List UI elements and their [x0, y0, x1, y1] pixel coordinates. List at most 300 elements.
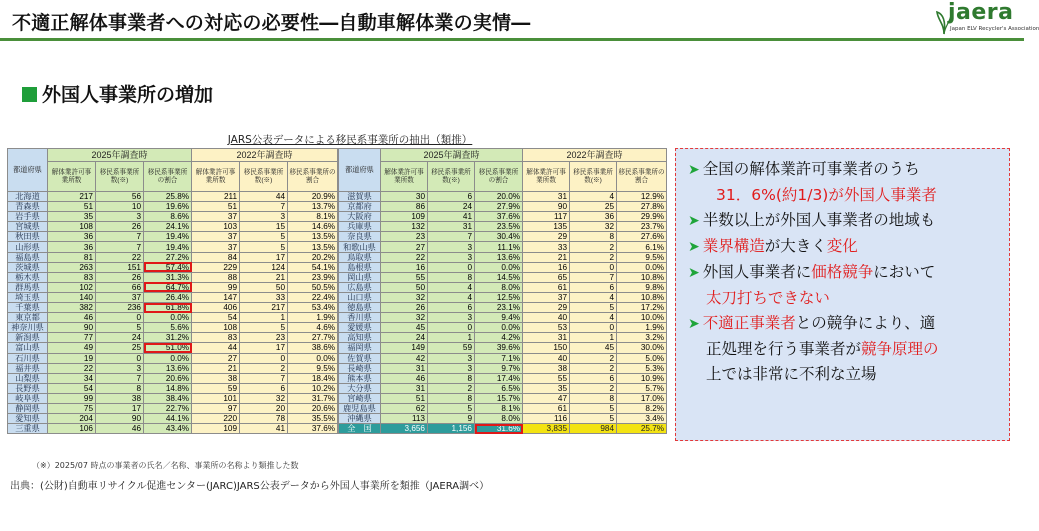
permits-2025-cell: 50 [381, 282, 428, 292]
immigrant-2022-cell: 5 [240, 323, 288, 333]
pref-cell: 和歌山県 [339, 242, 381, 252]
ratio-2022-cell: 10.9% [617, 373, 667, 383]
immigrant-2025-cell: 38 [96, 393, 144, 403]
permits-2022-cell: 90 [523, 202, 570, 212]
ratio-2022-cell: 20.6% [288, 403, 338, 413]
ratio-2025-cell: 61.8% [144, 303, 192, 313]
immigrant-2022-cell: 6 [570, 282, 617, 292]
pref-cell: 沖縄県 [339, 414, 381, 424]
table-row [8, 232, 338, 242]
ratio-2022-cell: 8.2% [617, 403, 667, 413]
permits-2025-cell: 45 [381, 323, 428, 333]
permits-2025-cell: 113 [381, 414, 428, 424]
table-row [339, 282, 667, 292]
permits-2025-cell: 106 [48, 424, 96, 434]
immigrant-2025-cell: 59 [428, 343, 475, 353]
immigrant-2022-cell: 2 [570, 383, 617, 393]
permits-2025-cell: 217 [48, 192, 96, 202]
ratio-2022-cell: 20.9% [288, 192, 338, 202]
immigrant-2025-cell: 25 [96, 343, 144, 353]
permits-2025-cell: 55 [381, 272, 428, 282]
permits-2025-cell: 102 [48, 282, 96, 292]
summary-point [688, 234, 1001, 260]
permits-2025-cell: 108 [48, 222, 96, 232]
pref-cell: 山梨県 [8, 373, 48, 383]
pref-cell: 広島県 [339, 282, 381, 292]
pref-cell: 埼玉県 [8, 292, 48, 302]
immigrant-2022-cell: 17 [240, 343, 288, 353]
pref-cell: 山口県 [339, 292, 381, 302]
left-data-table [7, 148, 338, 434]
ratio-2025-cell: 23.5% [475, 222, 523, 232]
immigrant-2025-cell: 26 [96, 222, 144, 232]
ratio-2025-cell: 8.0% [475, 282, 523, 292]
immigrant-2022-cell: 15 [240, 222, 288, 232]
immigrant-2025-cell: 5 [428, 403, 475, 413]
table-row [8, 424, 338, 434]
summary-highlight: 競争原理の [861, 340, 939, 358]
table-row [339, 252, 667, 262]
table-row [339, 192, 667, 202]
table-row [339, 303, 667, 313]
immigrant-2025-cell: 7 [428, 232, 475, 242]
table-row [339, 232, 667, 242]
ratio-2022-cell: 54.1% [288, 262, 338, 272]
table-row [8, 333, 338, 343]
summary-text: 全国の解体業許可事業者のうち [702, 160, 920, 178]
ratio-2022-cell: 5.7% [617, 383, 667, 393]
permits-2022-cell: 27 [192, 353, 240, 363]
ratio-2025-cell: 30.4% [475, 232, 523, 242]
ratio-2022-cell: 23.9% [288, 272, 338, 282]
footnote: （※）2025/07 時点の事業者の氏名／名称、事業所の名称より類推した数 [32, 461, 299, 470]
table-row [8, 403, 338, 413]
ratio-2025-cell: 64.7% [144, 282, 192, 292]
table-row [339, 343, 667, 353]
permits-2022-cell: 51 [192, 202, 240, 212]
permits-2025-cell: 75 [48, 403, 96, 413]
immigrant-2022-cell: 25 [570, 202, 617, 212]
pref-cell: 奈良県 [339, 232, 381, 242]
permits-2025-cell: 19 [48, 353, 96, 363]
ratio-2025-cell: 19.6% [144, 202, 192, 212]
pref-cell: 東京都 [8, 313, 48, 323]
permits-2025-cell: 31 [381, 383, 428, 393]
summary-highlight: 太刀打ちできない [706, 289, 830, 307]
immigrant-2025-cell: 31 [428, 222, 475, 232]
pref-cell: 秋田県 [8, 232, 48, 242]
ratio-2025-cell: 5.6% [144, 323, 192, 333]
ratio-2025-cell: 11.1% [475, 242, 523, 252]
permits-2022-cell: 37 [192, 232, 240, 242]
ratio-2025-cell: 13.6% [144, 363, 192, 373]
permits-2025-cell: 46 [48, 313, 96, 323]
pref-cell: 愛媛県 [339, 323, 381, 333]
table-row [8, 212, 338, 222]
permits-2022-cell: 109 [192, 424, 240, 434]
summary-point-continued [688, 286, 1001, 311]
ratio-2025-cell: 14.8% [144, 383, 192, 393]
table-row [339, 414, 667, 424]
immigrant-2022-cell: 124 [240, 262, 288, 272]
ratio-2022-cell: 30.0% [617, 343, 667, 353]
pref-cell: 福島県 [8, 252, 48, 262]
immigrant-2025-cell: 56 [96, 192, 144, 202]
immigrant-2022-cell: 6 [240, 383, 288, 393]
immigrant-2025-cell: 0 [96, 313, 144, 323]
ratio-2025-cell: 43.4% [144, 424, 192, 434]
ratio-2022-cell: 0.0% [617, 262, 667, 272]
immigrant-2025-cell: 6 [428, 303, 475, 313]
immigrant-2025-cell: 3 [428, 363, 475, 373]
ratio-2022-cell: 50.5% [288, 282, 338, 292]
immigrant-2025-cell: 7 [96, 232, 144, 242]
immigrant-2022-cell: 0 [240, 353, 288, 363]
permits-2022-cell: 99 [192, 282, 240, 292]
immigrant-2022-cell: 2 [570, 252, 617, 262]
permits-2022-cell: 44 [192, 343, 240, 353]
summary-text: 半数以上が外国人事業者の地域も [702, 211, 936, 229]
pref-cell: 長崎県 [339, 363, 381, 373]
immigrant-2025-cell: 46 [96, 424, 144, 434]
ratio-2022-cell: 27.6% [617, 232, 667, 242]
ratio-2025-cell: 17.4% [475, 373, 523, 383]
immigrant-2025-cell: 151 [96, 262, 144, 272]
table-row [8, 202, 338, 212]
permits-2025-cell: 382 [48, 303, 96, 313]
permits-2022-cell: 61 [523, 282, 570, 292]
immigrant-2025-cell: 3 [428, 242, 475, 252]
permits-2025-cell: 16 [381, 262, 428, 272]
group-header-2022: 2022年調査時 [192, 149, 338, 162]
pref-cell: 鳥取県 [339, 252, 381, 262]
ratio-2025-cell: 12.5% [475, 292, 523, 302]
immigrant-2022-cell: 5 [570, 414, 617, 424]
pref-cell: 茨城県 [8, 262, 48, 272]
immigrant-2025-cell: 8 [96, 383, 144, 393]
group-header-2025: 2025年調査時 [381, 149, 523, 162]
immigrant-2022-cell: 5 [240, 242, 288, 252]
ratio-2022-cell: 13.5% [288, 242, 338, 252]
ratio-2025-cell: 0.0% [475, 323, 523, 333]
pref-cell: 熊本県 [339, 373, 381, 383]
ratio-2025-cell: 13.6% [475, 252, 523, 262]
immigrant-2022-cell: 21 [240, 272, 288, 282]
permits-2022-cell: 406 [192, 303, 240, 313]
permits-2025-cell: 46 [381, 373, 428, 383]
ratio-2022-cell: 27.7% [288, 333, 338, 343]
pref-cell: 香川県 [339, 313, 381, 323]
permits-2022-cell: 21 [192, 363, 240, 373]
summary-point [688, 311, 1001, 337]
summary-text: 上では非常に不利な立場 [706, 365, 877, 383]
ratio-2025-cell: 22.7% [144, 403, 192, 413]
permits-2025-cell: 140 [48, 292, 96, 302]
permits-2025-cell: 31 [381, 363, 428, 373]
ratio-2025-cell: 8.1% [475, 403, 523, 413]
square-bullet-icon [22, 87, 37, 102]
permits-2025-cell: 62 [381, 403, 428, 413]
permits-2025-cell: 54 [48, 383, 96, 393]
table-row [8, 272, 338, 282]
ratio-2025-cell: 39.6% [475, 343, 523, 353]
immigrant-2025-cell: 7 [96, 242, 144, 252]
ratio-2022-cell: 0.0% [288, 353, 338, 363]
immigrant-2022-cell: 32 [570, 222, 617, 232]
permits-2025-cell: 36 [48, 242, 96, 252]
immigrant-2025-cell: 3 [96, 212, 144, 222]
immigrant-2022-cell: 2 [570, 242, 617, 252]
ratio-2022-cell: 29.9% [617, 212, 667, 222]
summary-point-continued [688, 362, 1001, 387]
permits-2025-cell: 99 [48, 393, 96, 403]
table-row [339, 403, 667, 413]
table-row [8, 393, 338, 403]
immigrant-2025-cell: 3 [96, 363, 144, 373]
page-title: 不適正解体事業者への対応の必要性―自動車解体業の実情― [12, 12, 531, 34]
permits-2022-cell: 38 [192, 373, 240, 383]
immigrant-2025-cell: 8 [428, 393, 475, 403]
immigrant-2025-cell: 0 [96, 353, 144, 363]
ratio-2022-cell: 9.5% [288, 363, 338, 373]
immigrant-2025-cell: 1,156 [428, 424, 475, 434]
ratio-2022-cell: 13.5% [288, 232, 338, 242]
immigrant-2022-cell: 2 [570, 353, 617, 363]
immigrant-2022-cell: 5 [240, 232, 288, 242]
permits-2025-cell: 263 [48, 262, 96, 272]
table-row [339, 393, 667, 403]
ratio-2025-cell: 31.2% [144, 333, 192, 343]
permits-2022-cell: 29 [523, 232, 570, 242]
ratio-2025-cell: 37.6% [475, 212, 523, 222]
immigrant-2025-cell: 0 [428, 323, 475, 333]
ratio-2025-cell: 9.4% [475, 313, 523, 323]
permits-2022-cell: 33 [523, 242, 570, 252]
ratio-2022-cell: 17.0% [617, 393, 667, 403]
table-row [339, 222, 667, 232]
pref-cell: 山形県 [8, 242, 48, 252]
permits-2025-cell: 30 [381, 192, 428, 202]
permits-2022-cell: 59 [192, 383, 240, 393]
ratio-2022-cell: 53.4% [288, 303, 338, 313]
table-row [8, 292, 338, 302]
table-row [8, 363, 338, 373]
immigrant-2022-cell: 36 [570, 212, 617, 222]
immigrant-2022-cell: 7 [240, 373, 288, 383]
pref-cell: 群馬県 [8, 282, 48, 292]
permits-2025-cell: 51 [48, 202, 96, 212]
table-row [339, 383, 667, 393]
immigrant-2022-cell: 20 [240, 403, 288, 413]
ratio-2022-cell: 31.7% [288, 393, 338, 403]
permits-2022-cell: 31 [523, 192, 570, 202]
immigrant-2025-cell: 17 [96, 403, 144, 413]
immigrant-2025-cell: 4 [428, 282, 475, 292]
permits-2025-cell: 132 [381, 222, 428, 232]
table-row [339, 313, 667, 323]
immigrant-2022-cell: 3 [240, 212, 288, 222]
immigrant-2025-cell: 1 [428, 333, 475, 343]
permits-2022-cell: 229 [192, 262, 240, 272]
table-row [8, 313, 338, 323]
right-table-body [339, 192, 667, 434]
immigrant-2022-cell: 5 [570, 303, 617, 313]
ratio-2025-cell: 51.0% [144, 343, 192, 353]
immigrant-2025-cell: 41 [428, 212, 475, 222]
permits-2022-cell: 101 [192, 393, 240, 403]
ratio-2022-cell: 10.8% [617, 292, 667, 302]
ratio-2025-cell: 23.1% [475, 303, 523, 313]
ratio-2025-cell: 0.0% [144, 353, 192, 363]
immigrant-2025-cell: 3 [428, 313, 475, 323]
ratio-2025-cell: 7.1% [475, 353, 523, 363]
immigrant-2022-cell: 4 [570, 192, 617, 202]
pref-cell: 福井県 [8, 363, 48, 373]
permits-2022-cell: 97 [192, 403, 240, 413]
logo-subtitle: Japan ELV Recycler's Association [950, 26, 1039, 32]
pref-cell: 宮崎県 [339, 393, 381, 403]
permits-2022-cell: 147 [192, 292, 240, 302]
table-row [8, 282, 338, 292]
ratio-2022-cell: 27.8% [617, 202, 667, 212]
permits-2022-cell: 116 [523, 414, 570, 424]
immigrant-2022-cell: 0 [570, 323, 617, 333]
permits-2025-cell: 109 [381, 212, 428, 222]
immigrant-2025-cell: 24 [428, 202, 475, 212]
ratio-2022-cell: 14.6% [288, 222, 338, 232]
permits-2022-cell: 53 [523, 323, 570, 333]
summary-point [688, 208, 1001, 234]
col-header-permits: 解体業許可事業所数 [48, 162, 96, 192]
table-title: JARS公表データによる移民系事業所の抽出（類推） [227, 134, 473, 146]
immigrant-2022-cell: 2 [570, 363, 617, 373]
ratio-2025-cell: 27.2% [144, 252, 192, 262]
table-row [339, 272, 667, 282]
permits-2025-cell: 204 [48, 414, 96, 424]
arrow-right-icon: ➤ [688, 213, 700, 229]
ratio-2022-cell: 9.8% [617, 282, 667, 292]
permits-2022-cell: 61 [523, 403, 570, 413]
col-header-immigrant: 移民系事業所数(※) [240, 162, 288, 192]
permits-2022-cell: 29 [523, 303, 570, 313]
summary-highlight: 変化 [826, 237, 858, 255]
summary-highlight: 業界構造 [702, 237, 765, 255]
permits-2025-cell: 42 [381, 353, 428, 363]
permits-2022-cell: 3,835 [523, 424, 570, 434]
ratio-2022-cell: 20.2% [288, 252, 338, 262]
pref-cell: 福岡県 [339, 343, 381, 353]
ratio-2025-cell: 27.9% [475, 202, 523, 212]
permits-2025-cell: 81 [48, 252, 96, 262]
table-row [8, 262, 338, 272]
immigrant-2025-cell: 3 [428, 252, 475, 262]
immigrant-2022-cell: 1 [570, 333, 617, 343]
table-row [339, 202, 667, 212]
ratio-2025-cell: 8.6% [144, 212, 192, 222]
immigrant-2025-cell: 4 [428, 292, 475, 302]
ratio-2022-cell: 1.9% [288, 313, 338, 323]
table-row [8, 373, 338, 383]
table-row [8, 192, 338, 202]
immigrant-2025-cell: 8 [428, 272, 475, 282]
logo-text: jaera [948, 0, 1014, 25]
immigrant-2022-cell: 33 [240, 292, 288, 302]
immigrant-2022-cell: 50 [240, 282, 288, 292]
summary-panel [675, 148, 1010, 441]
col-header-ratio: 移民系事業所の割合 [144, 162, 192, 192]
table-row [8, 323, 338, 333]
permits-2022-cell: 135 [523, 222, 570, 232]
table-row [8, 414, 338, 424]
permits-2022-cell: 83 [192, 333, 240, 343]
ratio-2022-cell: 12.9% [617, 192, 667, 202]
permits-2022-cell: 211 [192, 192, 240, 202]
table-row [8, 353, 338, 363]
ratio-2022-cell: 4.6% [288, 323, 338, 333]
permits-2025-cell: 34 [48, 373, 96, 383]
immigrant-2022-cell: 17 [240, 252, 288, 262]
ratio-2025-cell: 20.6% [144, 373, 192, 383]
ratio-2025-cell: 15.7% [475, 393, 523, 403]
group-header-2022: 2022年調査時 [523, 149, 667, 162]
permits-2022-cell: 117 [523, 212, 570, 222]
permits-2025-cell: 22 [48, 363, 96, 373]
pref-cell: 青森県 [8, 202, 48, 212]
immigrant-2022-cell: 7 [240, 202, 288, 212]
permits-2025-cell: 36 [48, 232, 96, 242]
ratio-2022-cell: 22.4% [288, 292, 338, 302]
summary-text: において [873, 263, 936, 281]
pref-cell: 新潟県 [8, 333, 48, 343]
immigrant-2025-cell: 24 [96, 333, 144, 343]
immigrant-2025-cell: 10 [96, 202, 144, 212]
immigrant-2025-cell: 236 [96, 303, 144, 313]
table-row [339, 242, 667, 252]
permits-2025-cell: 23 [381, 232, 428, 242]
permits-2022-cell: 103 [192, 222, 240, 232]
summary-text: 外国人事業者に [702, 263, 812, 281]
pref-cell: 大阪府 [339, 212, 381, 222]
immigrant-2022-cell: 0 [570, 262, 617, 272]
ratio-2025-cell: 26.4% [144, 292, 192, 302]
ratio-2025-cell: 19.4% [144, 232, 192, 242]
left-table-body [8, 192, 338, 434]
header-divider [0, 38, 1024, 41]
permits-2022-cell: 38 [523, 363, 570, 373]
pref-cell: 京都府 [339, 202, 381, 212]
ratio-2022-cell: 13.7% [288, 202, 338, 212]
permits-2025-cell: 51 [381, 393, 428, 403]
summary-text: が大きく [764, 237, 827, 255]
table-row [339, 353, 667, 363]
permits-2022-cell: 55 [523, 373, 570, 383]
ratio-2025-cell: 24.1% [144, 222, 192, 232]
ratio-2022-cell: 5.0% [617, 353, 667, 363]
pref-cell: 岡山県 [339, 272, 381, 282]
immigrant-2022-cell: 4 [570, 313, 617, 323]
permits-2022-cell: 84 [192, 252, 240, 262]
permits-2022-cell: 37 [523, 292, 570, 302]
table-row [339, 363, 667, 373]
col-header-ratio: 移民系事業所の割合 [475, 162, 523, 192]
permits-2022-cell: 21 [523, 252, 570, 262]
permits-2025-cell: 83 [48, 272, 96, 282]
summary-point [688, 157, 1001, 183]
permits-2022-cell: 40 [523, 313, 570, 323]
pref-cell: 高知県 [339, 333, 381, 343]
immigrant-2025-cell: 9 [428, 414, 475, 424]
ratio-2025-cell: 44.1% [144, 414, 192, 424]
